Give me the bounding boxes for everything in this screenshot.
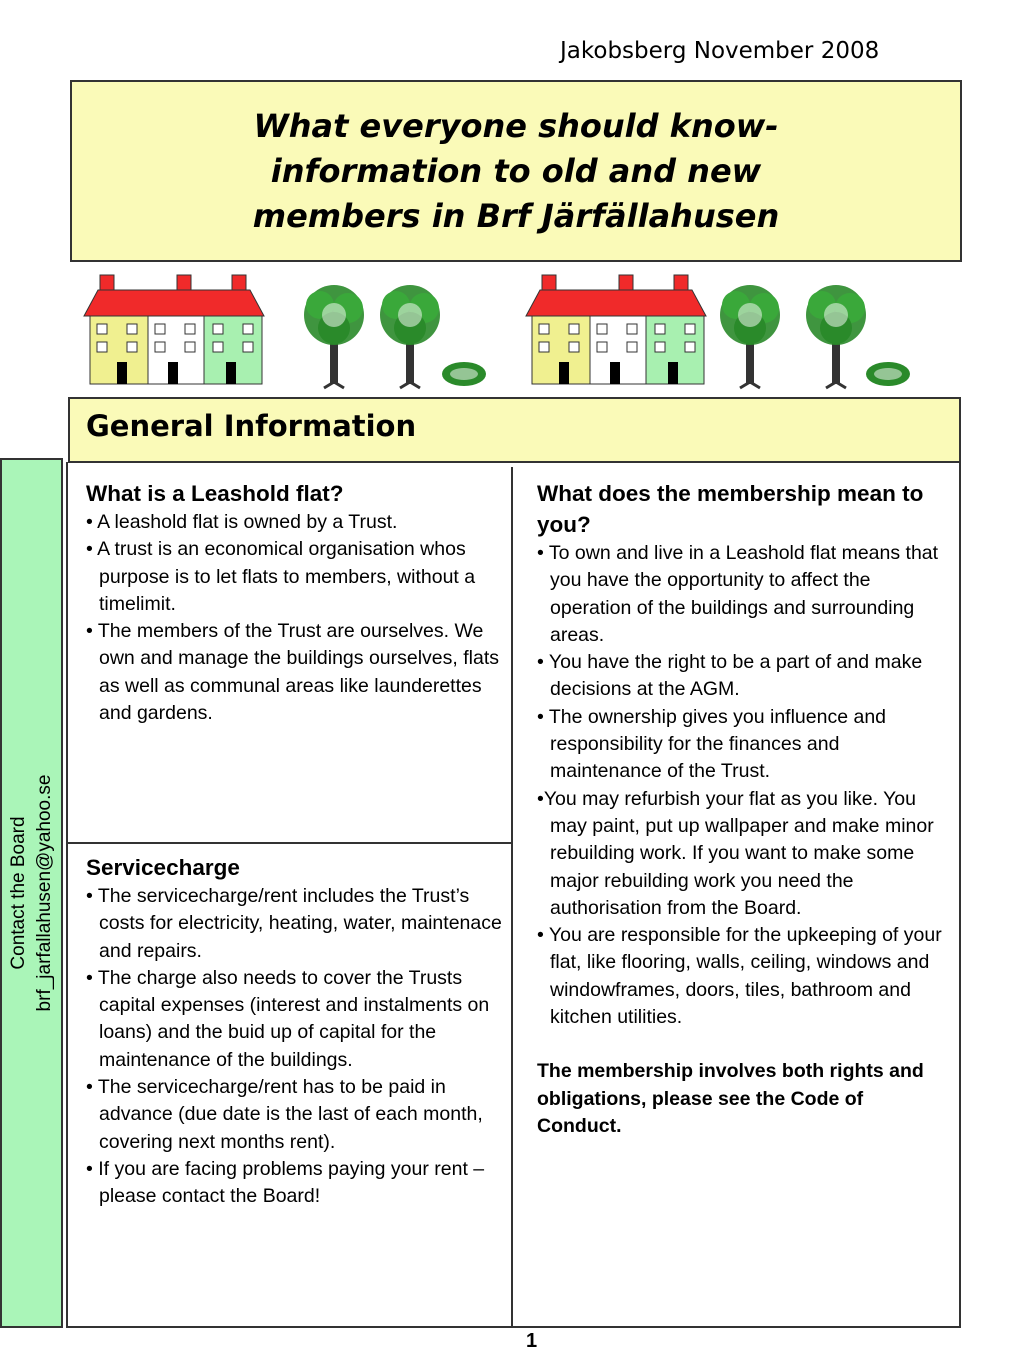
leasehold-list — [86, 509, 504, 727]
page-number: 1 — [526, 1330, 538, 1352]
list-item: • A leashold flat is owned by a Trust. — [86, 511, 398, 533]
contact-label: Contact the Board — [7, 816, 29, 970]
list-item: • You are responsible for the upkeeping of your flat, like flooring, walls, ceiling, windows and windowframes, doors, tiles, bathroom and kitchen utilities. — [537, 924, 942, 1029]
membership-section — [537, 478, 953, 1140]
contact-text — [6, 775, 58, 1012]
membership-note: The membership involves both rights and obligations, please see the Code of Conduct. — [537, 1060, 924, 1137]
list-item: •You may refurbish your flat as you like. You may paint, put up wallpaper and make minor rebuilding work. If you want to make some major rebuilding work you need the authorisation from the Board. — [537, 787, 934, 919]
document-title: What everyone should know- information to old and new members in Brf Järfällahusen — [252, 106, 780, 235]
column-divider — [511, 467, 513, 1328]
servicecharge-list — [86, 883, 506, 1211]
list-item: • You have the right to be a part of and make decisions at the AGM. — [537, 651, 923, 701]
house-icon — [84, 275, 264, 384]
list-item: • The servicecharge/rent includes the Trust’s costs for electricity, heating, water, maintenace and repairs. — [86, 885, 502, 962]
tree-icon — [380, 285, 440, 388]
bush-icon — [866, 362, 910, 386]
houses-and-trees-illustration — [80, 270, 930, 395]
membership-heading: What does the membership mean to you? — [537, 481, 924, 537]
servicecharge-heading: Servicecharge — [86, 855, 240, 880]
section-divider — [68, 842, 512, 844]
leasehold-section — [86, 478, 504, 727]
bush-icon — [442, 362, 486, 386]
contact-email[interactable]: brf_jarfallahusen@yahoo.se — [33, 774, 55, 1012]
list-item: • The ownership gives you influence and responsibility for the finances and maintenance of the Trust. — [537, 705, 887, 783]
general-information-title: General Information — [86, 409, 417, 443]
house-icon — [526, 275, 706, 384]
servicecharge-section — [86, 852, 506, 1211]
tree-icon — [806, 285, 866, 388]
general-information-banner — [68, 397, 961, 463]
list-item: • To own and live in a Leashold flat means that you have the opportunity to affect the operation of the buildings and surrounding areas. — [537, 542, 939, 646]
document-date: Jakobsberg November 2008 — [560, 38, 880, 64]
tree-icon — [720, 285, 780, 388]
list-item: • The servicecharge/rent has to be paid in advance (due date is the last of each month, covering next months rent). — [86, 1076, 483, 1153]
list-item: • A trust is an economical organisation whos purpose is to let flats to members, without a timelimit. — [86, 538, 476, 615]
title-box — [70, 80, 962, 262]
list-item: • The members of the Trust are ourselves. We own and manage the buildings ourselves, flats as well as communal areas like launderettes and gardens. — [86, 620, 499, 725]
list-item: • If you are facing problems paying your rent – please contact the Board! — [86, 1157, 485, 1208]
contact-sidebar — [0, 458, 63, 1328]
list-item: • The charge also needs to cover the Trusts capital expenses (interest and instalments on loans) and the buid up of capital for the maintenance of the buildings. — [86, 966, 490, 1071]
tree-icon — [304, 285, 364, 388]
membership-list — [537, 540, 953, 1031]
leasehold-heading: What is a Leashold flat? — [86, 481, 344, 506]
